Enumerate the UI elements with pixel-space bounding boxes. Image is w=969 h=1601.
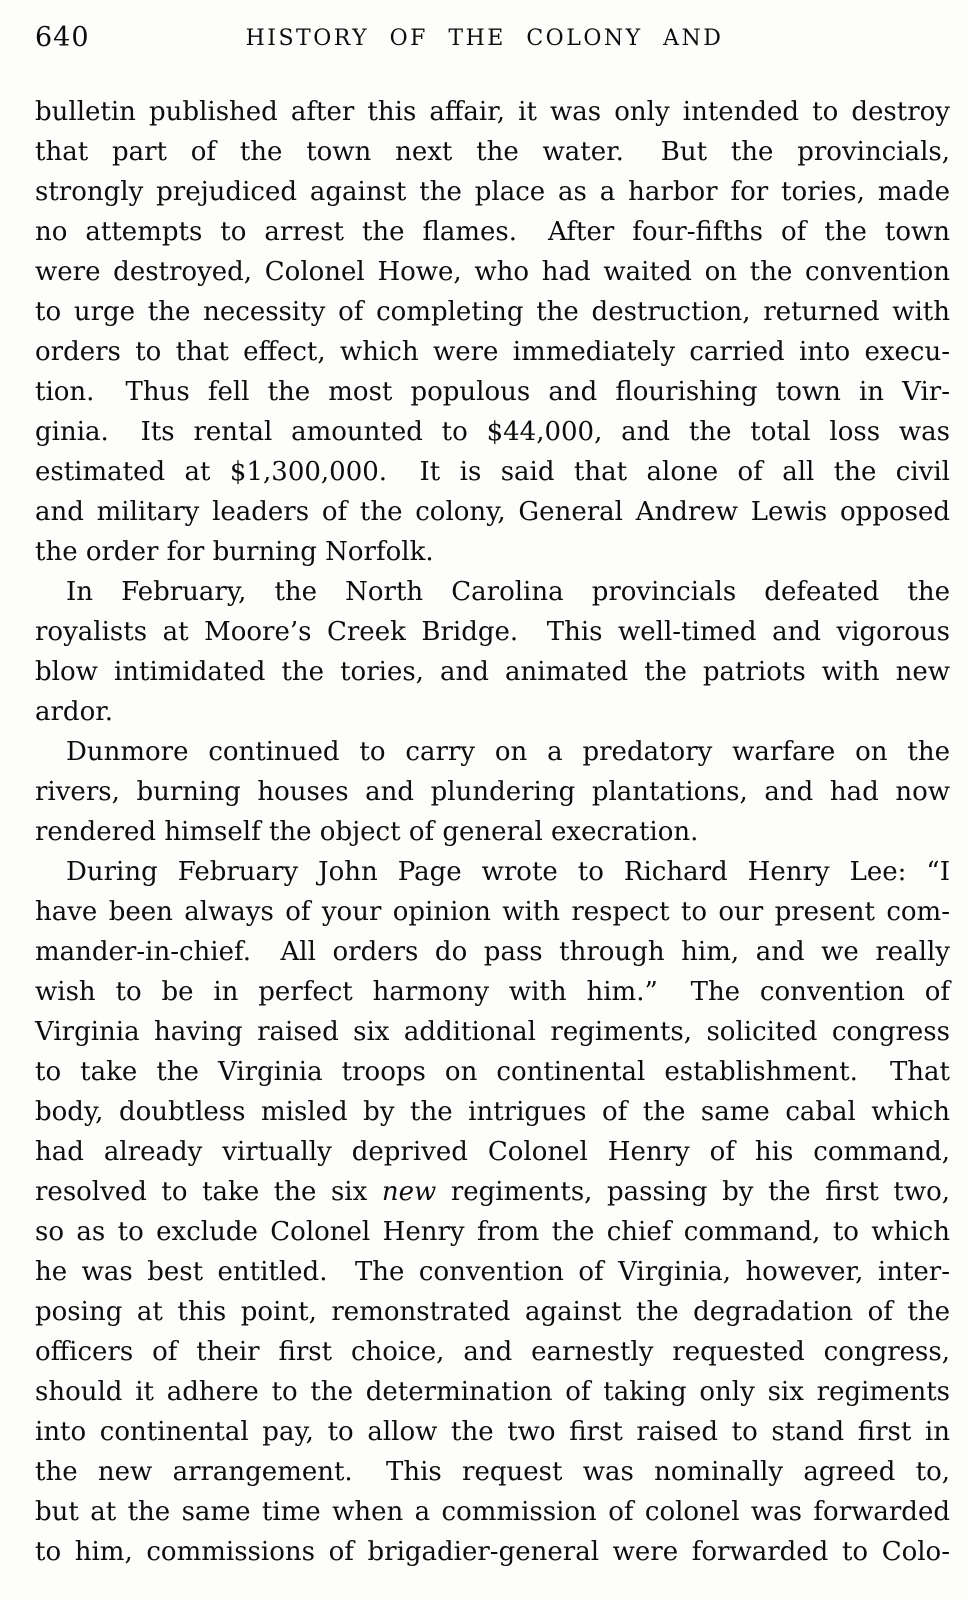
text-line <box>35 1372 950 1412</box>
running-head <box>0 22 969 62</box>
text-segment: During February John Page wrote to Richard Henry Lee: “I <box>66 857 950 887</box>
text-segment: have been always of your opinion with respect to our present com- <box>35 897 950 927</box>
text-line <box>35 1332 950 1372</box>
text-line <box>35 932 950 972</box>
text-line <box>35 1012 950 1052</box>
text-segment: resolved to take the six <box>35 1177 382 1207</box>
text-segment: should it adhere to the determination of taking only six regiments <box>35 1377 950 1407</box>
text-segment: In February, the North Carolina provincials defeated the <box>66 577 950 607</box>
text-segment: wish to be in perfect harmony with him.” The convention of <box>35 977 950 1007</box>
text-segment: he was best entitled. The convention of Virginia, however, inter- <box>35 1257 950 1287</box>
text-line <box>35 372 950 412</box>
text-line <box>35 292 950 332</box>
text-segment: so as to exclude Colonel Henry from the chief command, to which <box>35 1217 950 1247</box>
text-segment: to take the Virginia troops on continental establishment. That <box>35 1057 950 1087</box>
text-line <box>35 532 950 572</box>
text-line <box>35 1492 950 1532</box>
text-segment: rivers, burning houses and plundering plantations, and had now <box>35 777 950 807</box>
text-line <box>35 652 950 692</box>
text-segment: bulletin published after this affair, it was only intended to destroy <box>35 97 950 127</box>
text-segment: the order for burning Norfolk. <box>35 537 434 567</box>
text-line <box>35 612 950 652</box>
text-segment: but at the same time when a commission of colonel was forwarded <box>35 1497 950 1527</box>
text-segment: to urge the necessity of completing the destruction, returned with <box>35 297 950 327</box>
text-segment: body, doubtless misled by the intrigues of the same cabal which <box>35 1097 950 1127</box>
text-line <box>35 412 950 452</box>
text-line <box>35 1172 950 1212</box>
text-segment: orders to that effect, which were immediately carried into execu- <box>35 337 950 367</box>
text-segment: blow intimidated the tories, and animated the patriots with new <box>35 657 950 687</box>
text-line <box>35 1412 950 1452</box>
text-segment: ardor. <box>35 697 114 727</box>
text-line <box>35 332 950 372</box>
text-segment: the new arrangement. This request was nominally agreed to, <box>35 1457 950 1487</box>
text-segment: estimated at $1,300,000. It is said that alone of all the civil <box>35 457 950 487</box>
text-segment: strongly prejudiced against the place as a harbor for tories, made <box>35 177 950 207</box>
text-line <box>35 1092 950 1132</box>
text-line <box>35 812 950 852</box>
text-segment: mander-in-chief. All orders do pass through him, and we really <box>35 937 950 967</box>
italic-text-segment: new <box>381 1177 437 1207</box>
text-line <box>35 212 950 252</box>
text-line <box>35 732 950 772</box>
text-line <box>35 452 950 492</box>
text-segment: to him, commissions of brigadier-general were forwarded to Colo- <box>35 1537 950 1567</box>
text-line <box>35 692 950 732</box>
text-segment: were destroyed, Colonel Howe, who had waited on the convention <box>35 257 950 287</box>
text-line <box>35 972 950 1012</box>
text-segment: had already virtually deprived Colonel Henry of his command, <box>35 1137 950 1167</box>
text-segment: ginia. Its rental amounted to $44,000, and the total loss was <box>35 417 950 447</box>
text-segment: officers of their first choice, and earnestly requested congress, <box>35 1337 950 1367</box>
text-line <box>35 1132 950 1172</box>
text-line <box>35 1212 950 1252</box>
text-segment: into continental pay, to allow the two first raised to stand first in <box>35 1417 950 1447</box>
page-number: 640 <box>35 22 90 53</box>
running-head-title: HISTORY OF THE COLONY AND <box>245 26 724 51</box>
text-line <box>35 1252 950 1292</box>
text-line <box>35 172 950 212</box>
text-segment: rendered himself the object of general execration. <box>35 817 699 847</box>
text-line <box>35 1452 950 1492</box>
text-line <box>35 132 950 172</box>
text-line <box>35 1532 950 1572</box>
text-segment: Virginia having raised six additional regiments, solicited congress <box>35 1017 950 1047</box>
text-line <box>35 1052 950 1092</box>
text-line <box>35 852 950 892</box>
text-line <box>35 892 950 932</box>
text-line <box>35 572 950 612</box>
text-segment: and military leaders of the colony, General Andrew Lewis opposed <box>35 497 950 527</box>
text-line <box>35 1292 950 1332</box>
text-line <box>35 252 950 292</box>
page-body <box>35 92 950 1572</box>
text-segment: that part of the town next the water. But the provincials, <box>35 137 950 167</box>
text-line <box>35 92 950 132</box>
text-line <box>35 772 950 812</box>
text-segment: regiments, passing by the first two, <box>436 1177 950 1207</box>
text-line <box>35 492 950 532</box>
text-segment: no attempts to arrest the flames. After four-fifths of the town <box>35 217 950 247</box>
text-segment: tion. Thus fell the most populous and flourishing town in Vir- <box>35 377 950 407</box>
text-segment: Dunmore continued to carry on a predatory warfare on the <box>66 737 950 767</box>
text-segment: royalists at Moore’s Creek Bridge. This well-timed and vigorous <box>35 617 950 647</box>
text-segment: posing at this point, remonstrated against the degradation of the <box>35 1297 950 1327</box>
